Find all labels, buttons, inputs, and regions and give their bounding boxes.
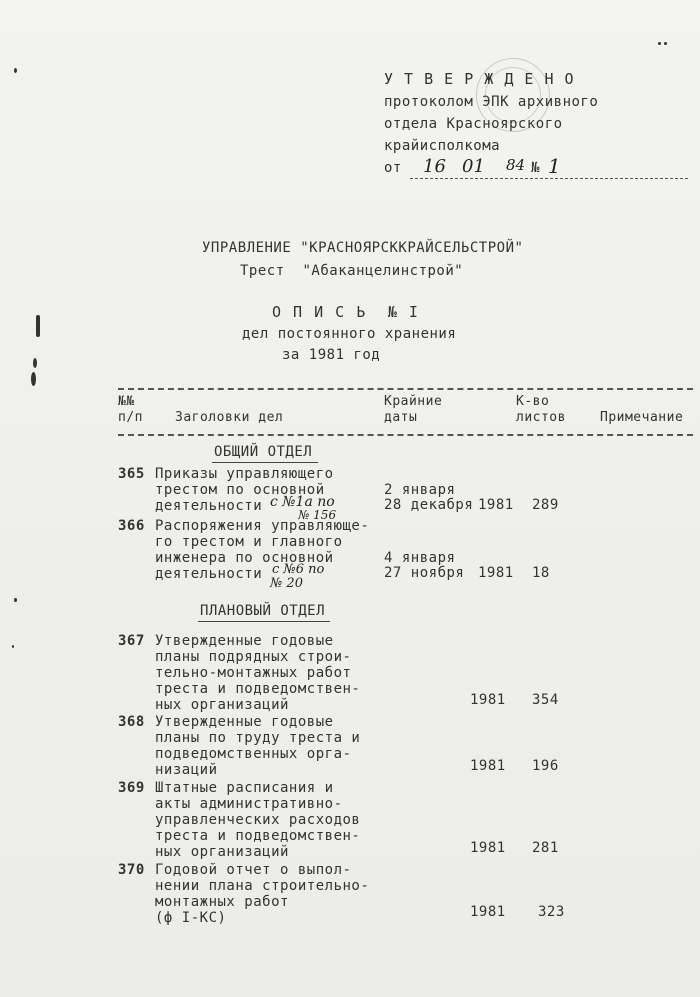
approval-number-value: 1 [548, 154, 561, 178]
row-368-title: низаций [155, 762, 218, 778]
row-370-sheets: 323 [538, 904, 565, 920]
row-367-title: Утвержденные годовые [155, 633, 334, 649]
margin-mark [12, 645, 14, 648]
table-header-rule [118, 434, 693, 436]
row-367-title: тельно-монтажных работ [155, 665, 352, 681]
section-general: ОБЩИЙ ОТДЕЛ [214, 444, 313, 460]
approval-line: отдела Красноярского [384, 116, 563, 132]
row-366-title: Распоряжения управляюще- [155, 518, 370, 534]
row-366-title: го трестом и главного [155, 534, 343, 550]
row-369-year: 1981 [470, 840, 506, 856]
col-num-1: №№ [118, 394, 135, 409]
col-dates-2: даты [384, 410, 418, 425]
row-368-year: 1981 [470, 758, 506, 774]
row-366-date-end: 27 ноября [384, 565, 465, 581]
row-367-num: 367 [118, 633, 145, 649]
row-366-num: 366 [118, 518, 145, 534]
row-367-title: треста и подведомствен- [155, 681, 361, 697]
section-planning: ПЛАНОВЫЙ ОТДЕЛ [200, 603, 326, 619]
col-notes: Примечание [600, 410, 684, 425]
col-sheets-2: листов [516, 410, 566, 425]
row-365-date-end: 28 декабря [384, 497, 474, 513]
row-368-num: 368 [118, 714, 145, 730]
margin-mark [36, 315, 40, 337]
row-369-title: треста и подведомствен- [155, 828, 361, 844]
col-sheets-1: К-во [516, 394, 550, 409]
margin-mark [664, 42, 667, 45]
row-365-sheets: 289 [532, 497, 559, 513]
row-370-title: нении плана строительно- [155, 878, 370, 894]
margin-mark [658, 42, 661, 45]
row-370-title: монтажных работ [155, 894, 289, 910]
approval-date-day: 16 [423, 156, 446, 177]
row-366-hand-note: с №6 по [272, 562, 325, 577]
row-365-num: 365 [118, 466, 145, 482]
approval-date-line [410, 178, 688, 179]
row-365-date-start: 2 января [384, 482, 456, 498]
row-368-title: подведомственных орга- [155, 746, 352, 762]
margin-mark [14, 68, 17, 73]
margin-mark [14, 598, 17, 602]
approval-line: крайисполкома [384, 138, 501, 154]
row-365-year: 1981 [478, 497, 514, 513]
inventory-subtitle: дел постоянного хранения [242, 326, 457, 342]
row-367-title: ных организаций [155, 697, 289, 713]
inventory-year: за 1981 год [282, 347, 381, 363]
row-369-title: управленческих расходов [155, 812, 361, 828]
row-369-sheets: 281 [532, 840, 559, 856]
row-366-title: деятельности [155, 566, 263, 582]
row-370-year: 1981 [470, 904, 506, 920]
row-370-title: Годовой отчет о выпол- [155, 862, 352, 878]
col-num-2: п/п [118, 410, 143, 425]
org-name: УПРАВЛЕНИЕ "КРАСНОЯРСККРАЙСЕЛЬСТРОЙ" [202, 240, 524, 256]
trust-name: Трест "Абаканцелинстрой" [240, 263, 464, 279]
section-general-underline [212, 462, 318, 463]
row-370-title: (ф I-КС) [155, 910, 227, 926]
col-dates-1: Крайние [384, 394, 443, 409]
row-365-title: деятельности [155, 498, 263, 514]
margin-mark [33, 358, 37, 368]
row-365-title: трестом по основной [155, 482, 325, 498]
approval-date-year: 84 [506, 156, 526, 174]
row-367-title: планы подрядных строи- [155, 649, 352, 665]
row-365-hand-note: с №1а по [270, 494, 335, 510]
row-368-title: Утвержденные годовые [155, 714, 334, 730]
row-366-date-start: 4 января [384, 550, 456, 566]
row-367-sheets: 354 [532, 692, 559, 708]
margin-mark [31, 372, 36, 386]
col-title: Заголовки дел [175, 410, 284, 425]
approval-line: протоколом ЭПК архивного [384, 94, 599, 110]
row-369-title: акты административно- [155, 796, 343, 812]
approval-date-month: 01 [462, 156, 485, 177]
row-367-year: 1981 [470, 692, 506, 708]
approval-number-label: № [531, 160, 540, 176]
table-top-rule [118, 388, 693, 390]
approval-title: У Т В Е Р Ж Д Е Н О [384, 70, 575, 88]
row-365-hand-note: № 156 [298, 508, 337, 522]
approval-date-prefix: от [384, 160, 402, 176]
row-366-hand-note: № 20 [270, 576, 303, 591]
row-368-sheets: 196 [532, 758, 559, 774]
row-366-year: 1981 [478, 565, 514, 581]
inventory-title: О П И С Ь № I [272, 303, 420, 321]
row-369-title: Штатные расписания и [155, 780, 334, 796]
row-366-title: инженера по основной [155, 550, 334, 566]
row-365-title: Приказы управляющего [155, 466, 334, 482]
row-369-title: ных организаций [155, 844, 289, 860]
row-368-title: планы по труду треста и [155, 730, 361, 746]
section-planning-underline [198, 621, 330, 622]
row-370-num: 370 [118, 862, 145, 878]
row-366-sheets: 18 [532, 565, 550, 581]
row-369-num: 369 [118, 780, 145, 796]
